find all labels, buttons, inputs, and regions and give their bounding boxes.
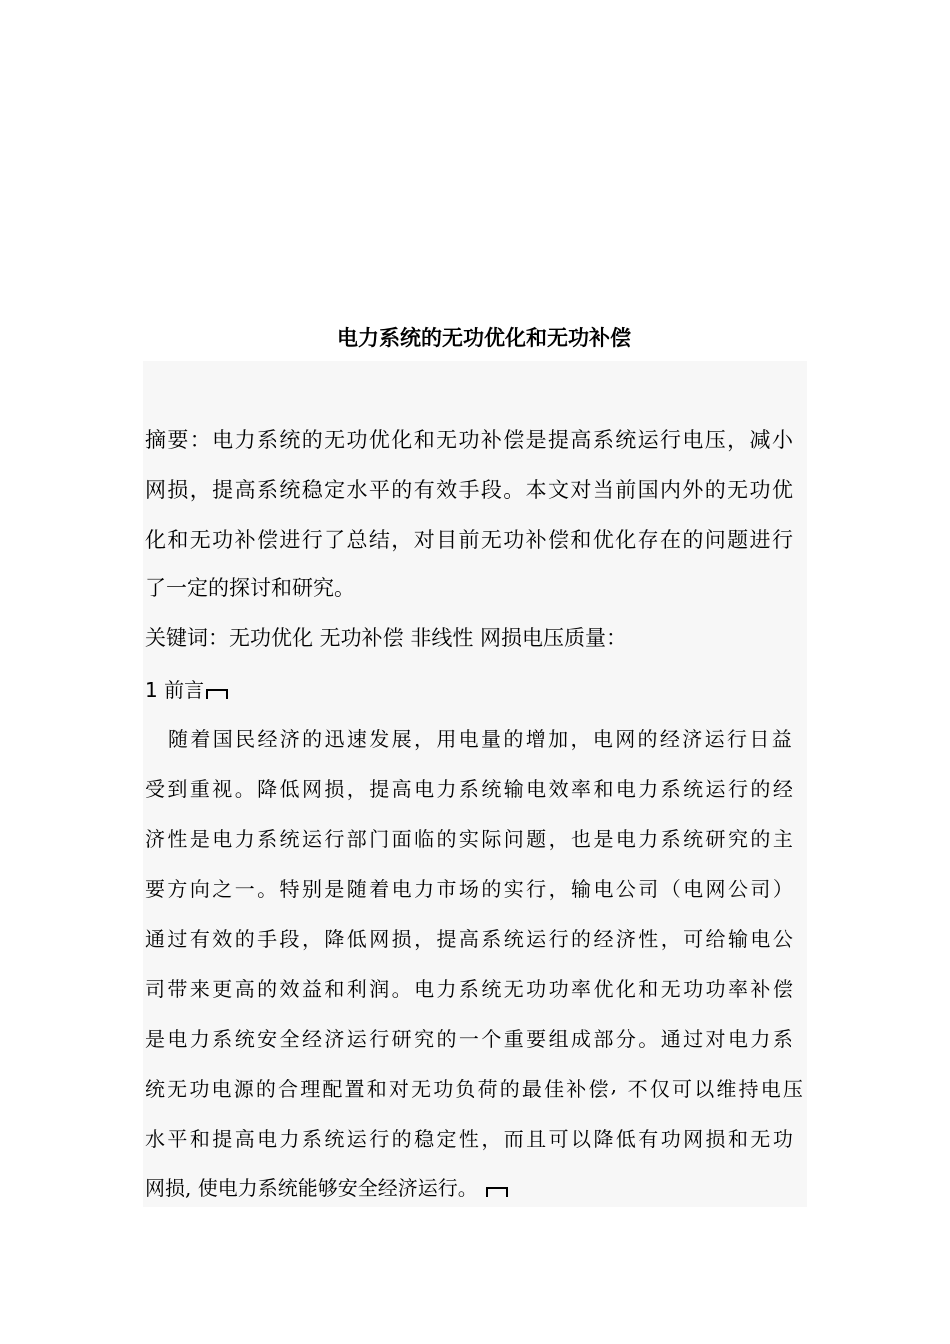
footnote-mark-icon bbox=[206, 689, 228, 699]
section-heading-text: 1 前言 bbox=[145, 678, 205, 702]
section-heading bbox=[145, 674, 228, 703]
footnote-mark-icon bbox=[486, 1187, 508, 1197]
body-line-9: 水 平 和 提 高 电 力 系 统 运 行 的 稳 定 性 ， 而 且 可 以 降 低 有 功 网 损 和 无 功 bbox=[145, 1127, 793, 1151]
body-line-5: 通 过 有 效 的 手 段 ， 降 低 网 损 ， 提 高 系 统 运 行 的 经 济 性 ， 可 给 输 电 公 bbox=[145, 927, 793, 951]
body-line-8: 统 无 功 电 源 的 合 理 配 置 和 对 无 功 负 荷 的 最 佳 补 偿 , 不 仅 可 以 维 持 电 压 bbox=[145, 1073, 803, 1101]
document-title: 电力系统的无功优化和无功补偿 bbox=[337, 326, 631, 350]
abstract-line-4: 了一定的探讨和研究。 bbox=[145, 576, 355, 600]
body-line-4: 要 方 向 之 一 。 特 别 是 随 着 电 力 市 场 的 实 行 ， 输 电 公 司 （ 电 网 公 司 ） bbox=[145, 877, 793, 901]
body-line-1: 随 着 国 民 经 济 的 迅 速 发 展 ， 用 电 量 的 增 加 ， 电 网 的 经 济 运 行 日 益 bbox=[168, 727, 792, 751]
body-line-10-text: 网损, 使电力系统能够安全经济运行。 bbox=[145, 1176, 478, 1200]
abstract-line-1: 摘 要 ： 电 力 系 统 的 无 功 优 化 和 无 功 补 偿 是 提 高 系 统 运 行 电 压 ， 减 小 bbox=[145, 428, 793, 452]
body-line-3: 济 性 是 电 力 系 统 运 行 部 门 面 临 的 实 际 问 题 ， 也 是 电 力 系 统 研 究 的 主 bbox=[145, 827, 793, 851]
body-line-2: 受 到 重 视 。 降 低 网 损 ， 提 高 电 力 系 统 输 电 效 率 和 电 力 系 统 运 行 的 经 bbox=[145, 777, 793, 801]
keywords-line: 关键词：无功优化 无功补偿 非线性 网损电压质量： bbox=[145, 626, 628, 650]
abstract-line-3: 化 和 无 功 补 偿 进 行 了 总 结 ， 对 目 前 无 功 补 偿 和 优 化 存 在 的 问 题 进 行 bbox=[145, 528, 793, 552]
body-line-7: 是 电 力 系 统 安 全 经 济 运 行 研 究 的 一 个 重 要 组 成 部 分 。 通 过 对 电 力 系 bbox=[145, 1027, 793, 1051]
body-line-6: 司 带 来 更 高 的 效 益 和 利 润 。 电 力 系 统 无 功 功 率 优 化 和 无 功 功 率 补 偿 bbox=[145, 977, 793, 1001]
body-line-10 bbox=[145, 1172, 508, 1201]
abstract-line-2: 网 损 ， 提 高 系 统 稳 定 水 平 的 有 效 手 段 。 本 文 对 当 前 国 内 外 的 无 功 优 bbox=[145, 478, 793, 502]
